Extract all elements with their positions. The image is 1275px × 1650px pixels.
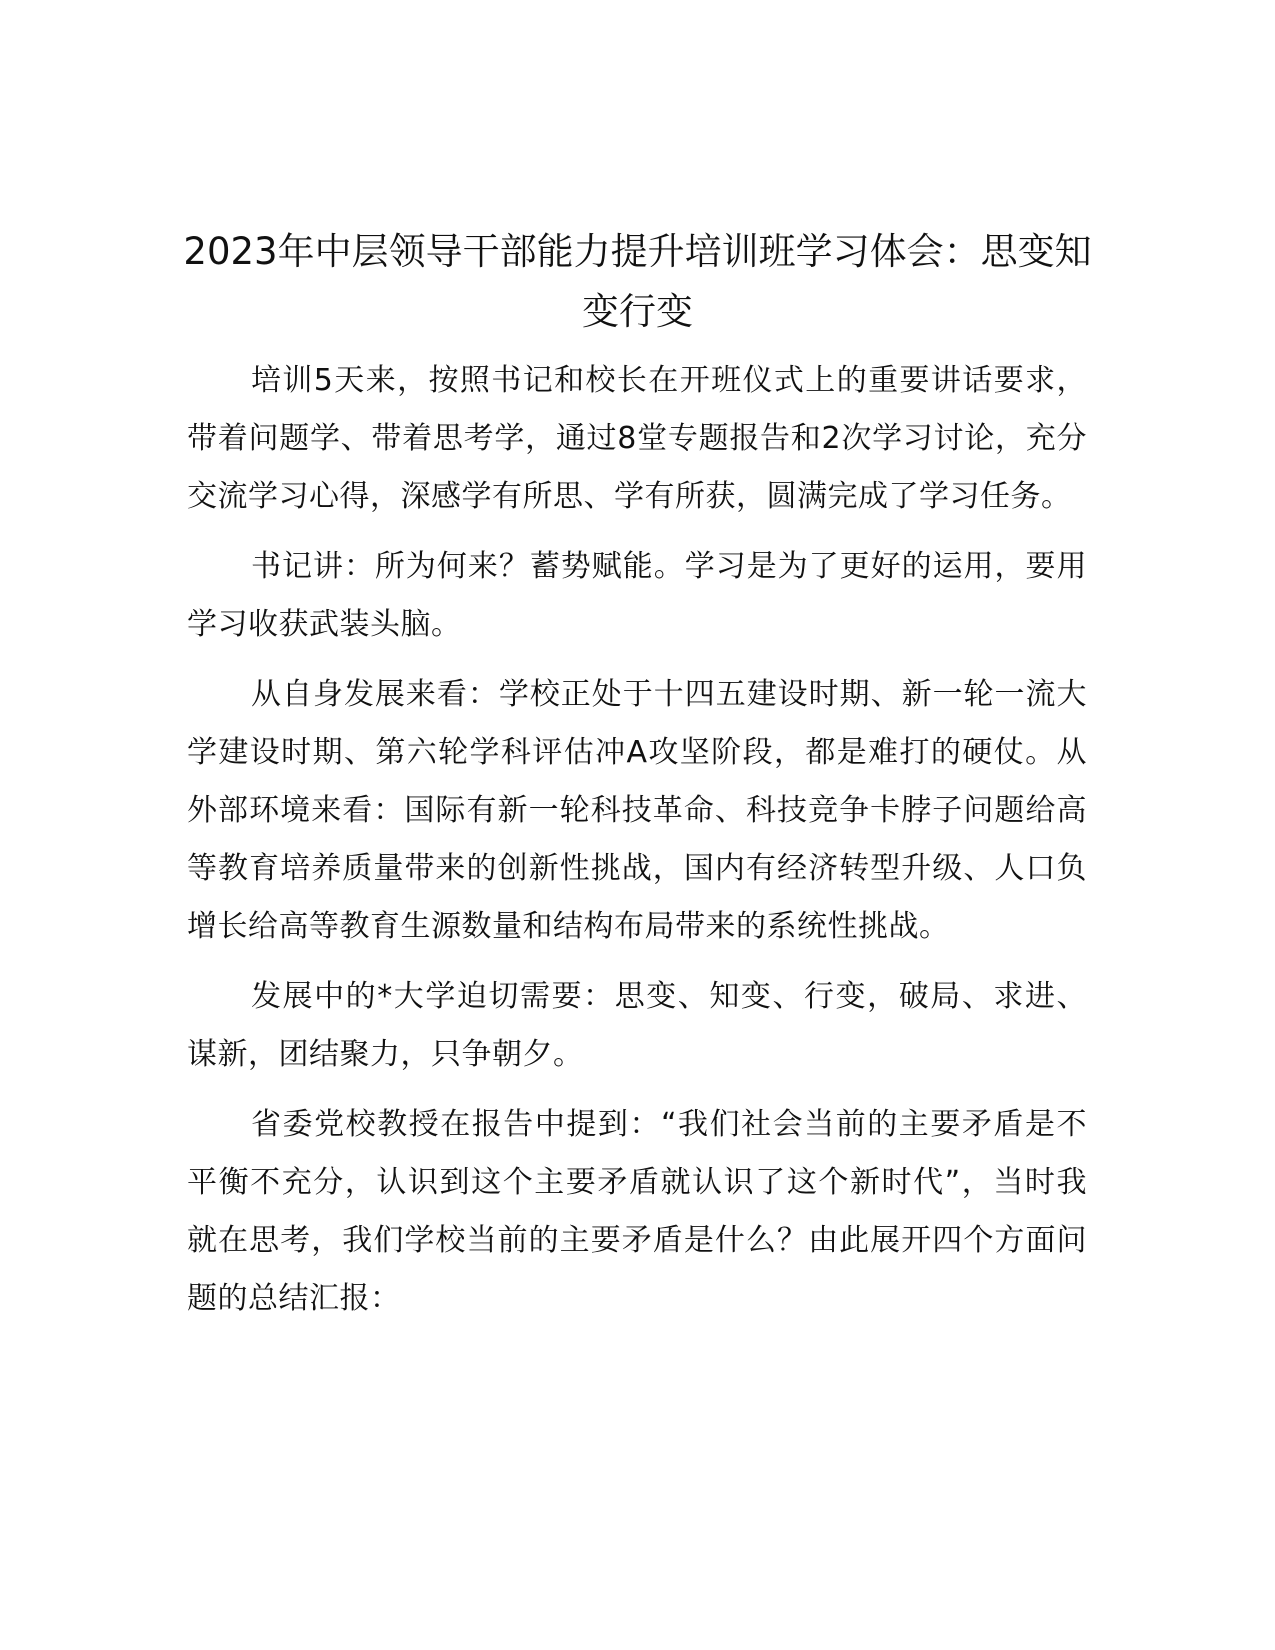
document-body [187, 352, 1087, 1340]
paragraph: 发展中的*大学迫切需要：思变、知变、行变，破局、求进、谋新，团结聚力，只争朝夕。 [187, 979, 1087, 1072]
paragraph: 省委党校教授在报告中提到：“我们社会当前的主要矛盾是不平衡不充分，认识到这个主要矛盾就认识了这个新时代”，当时我就在思考，我们学校当前的主要矛盾是什么？由此展开四个方面问题的总结汇报： [187, 1107, 1087, 1316]
paragraph: 从自身发展来看：学校正处于十四五建设时期、新一轮一流大学建设时期、第六轮学科评估冲A攻坚阶段，都是难打的硬仗。从外部环境来看：国际有新一轮科技革命、科技竞争卡脖子问题给高等教育培养质量带来的创新性挑战，国内有经济转型升级、人口负增长给高等教育生源数量和结构布局带来的系统性挑战。 [187, 677, 1087, 944]
document-title: 2023年中层领导干部能力提升培训班学习体会：思变知变行变 [183, 230, 1092, 333]
paragraph: 培训5天来，按照书记和校长在开班仪式上的重要讲话要求，带着问题学、带着思考学，通过8堂专题报告和2次学习讨论，充分交流学习心得，深感学有所思、学有所获，圆满完成了学习任务。 [187, 363, 1087, 514]
paragraph: 书记讲：所为何来？蓄势赋能。学习是为了更好的运用，要用学习收获武装头脑。 [187, 549, 1087, 642]
